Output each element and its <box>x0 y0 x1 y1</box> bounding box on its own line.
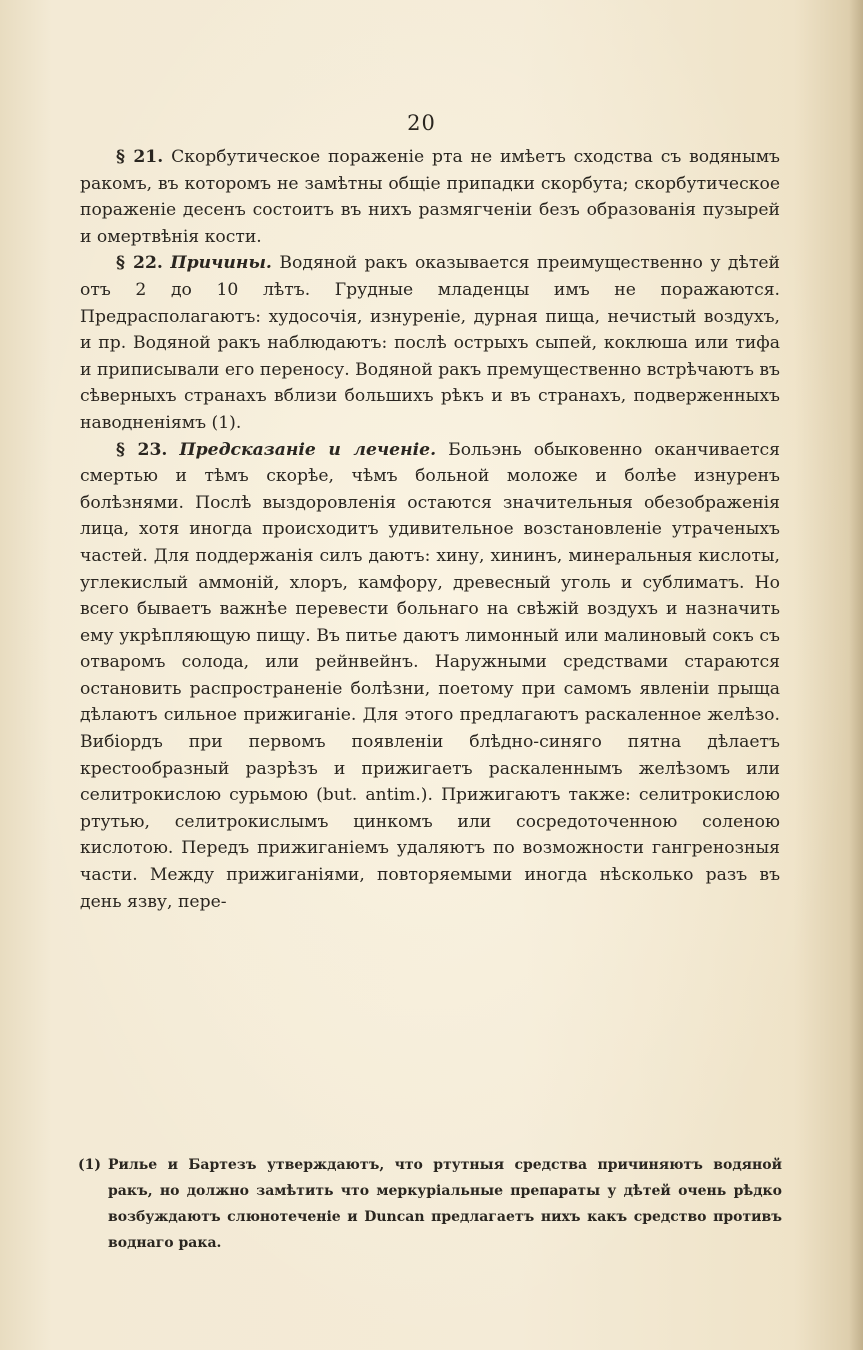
paragraph-21 <box>80 144 780 250</box>
footnote-text: Рилье и Бартезъ утверждаютъ, что ртутныя средства причиняютъ водяной ракъ, но должно замѣтить что меркуріальные препараты у дѣтей очень рѣдко возбуждаютъ слюнотеченіе и Duncan предлагаетъ нихъ какъ средство противъ воднаго рака. <box>108 1157 782 1251</box>
page-number: 20 <box>407 111 436 135</box>
body-text <box>80 144 780 915</box>
paragraph-23 <box>80 437 780 916</box>
section-number: § 22. <box>116 253 163 274</box>
paragraph-text: Больэнь обыковенно оканчивается смертью и тѣмъ скорѣе, чѣмъ больной моложе и болѣе изнуренъ болѣзнями. Послѣ выздоровленія остаются значительныя обезображенія лица, хотя иногда происходитъ удивительное возстановленіе утраченыхъ частей. Для поддержанія силъ даютъ: хину, хининъ, минеральныя кислоты, углекислый аммоній, хлоръ, камфору, древесный уголь и сублиматъ. Но всего бываетъ важнѣе перевести больнаго на свѣжій воздухъ и назначить ему укрѣпляющую пищу. Въ питье даютъ лимонный или малиновый сокъ съ отваромъ солода, или рейнвейнъ. Наружными средствами стараются остановить распространеніе болѣзни, поетому при самомъ явленіи прыща дѣлаютъ сильное прижиганіе. Для этого предлагаютъ раскаленное желѣзо. Вибіордъ при первомъ появленіи блѣдно-синяго пятна дѣлаетъ крестообразный разрѣзъ и прижигаетъ раскаленнымъ желѣзомъ или селитрокислою сурьмою (but. antim.). Прижигаютъ также: селитрокислою ртутью, селитрокислымъ цинкомъ или сосредоточенною соленою кислотою. Передъ прижиганіемъ удаляютъ по возможности гангренозныя части. Между прижиганіями, повторяемыми иногда нѣсколько разъ въ день язву, пере- <box>80 439 780 912</box>
footnote-mark: (1) <box>78 1157 101 1173</box>
section-title: Причины. <box>170 253 272 274</box>
section-number: § 21. <box>116 147 164 167</box>
section-number: § 23. <box>116 439 168 460</box>
section-title: Предсказаніе и леченіе. <box>179 439 437 460</box>
paragraph-text: Скорбутическое пораженіе рта не имѣетъ сходства съ водянымъ ракомъ, въ которомъ не замѣтны общіе припадки скорбута; скорбутическое пораженіе десенъ состоитъ въ нихъ размягченіи безъ образованія пузырей и омертвѣнія кости. <box>80 147 780 247</box>
page-edge-shadow <box>849 0 863 1350</box>
footnote <box>78 1152 782 1256</box>
paragraph-22 <box>80 250 780 436</box>
paragraph-text: Водяной ракъ оказывается преимущественно у дѣтей отъ 2 до 10 лѣтъ. Грудные младенцы имъ не поражаются. Предрасполагаютъ: худосочія, изнуреніе, дурная пища, нечистый воздухъ, и пр. Водяной ракъ наблюдаютъ: послѣ острыхъ сыпей, коклюша или тифа и приписывали его переносу. Водяной ракъ премущественно встрѣчаютъ въ сѣверныхъ странахъ вблизи большихъ рѣкъ и въ странахъ, подверженныхъ наводненіямъ (1). <box>80 253 780 433</box>
